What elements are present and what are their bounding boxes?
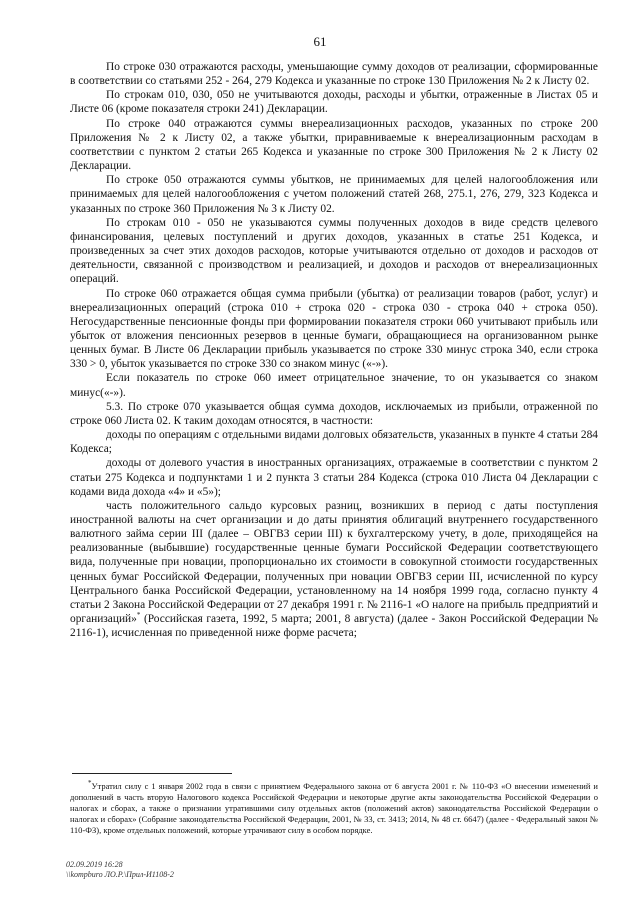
paragraph-text: часть положительного сальдо курсовых разниц, возникших в период с даты поступления иностранной валюты на счет организации и до даты принятия облигаций внутреннего государственного валютного займа серии III (далее – ОВГВЗ серии III) к бухгалтерскому учету, в доле, приходящейся на реализованные (выбывшие) государственные ценные бумаги Российской Федерации соответствующего вида, полученные при новации, пропорционально их стоимости в совокупной стоимости государственных ценных бумаг Российской Федерации, полученных при новации ОВГВЗ серии III, исчисленной по курсу Центрального банка Российской Федерации, установленному на 14 ноября 1999 года, согласно пункту 4 статьи 2 Закона Российской Федерации от 27 декабря 1991 г. № 2116-1 «О налоге на прибыль предприятий и организаций» xyxy=(70,499,598,626)
stamp-date: 02.09.2019 16:28 xyxy=(66,860,123,869)
footnote xyxy=(70,781,598,836)
paragraph: По строке 040 отражаются суммы внереализационных расходов, указанных по строке 200 Приложения № 2 к Листу 02, а также убытки, приравниваемые к внереализационным расходам в соответствии с пунктом 2 статьи 265 Кодекса и указанные по строке 300 Приложения № 2 к Листу 02 Декларации. xyxy=(70,117,598,173)
paragraph: 5.3. По строке 070 указывается общая сумма доходов, исключаемых из прибыли, отраженной по строке 060 Листа 02. К таким доходам относятся, в частности: xyxy=(70,400,598,427)
footnote-marker: * xyxy=(136,611,141,620)
paragraph: По строке 030 отражаются расходы, уменьшающие сумму доходов от реализации, сформированные в соответствии со статьями 252 - 264, 279 Кодекса и указанные по строке 130 Приложения № 2 к Листу 02. xyxy=(70,61,598,88)
paragraph: Если показатель по строке 060 имеет отрицательное значение, то он указывается со знаком минус(«-»). xyxy=(70,372,598,399)
paragraph: По строкам 010 - 050 не указываются суммы полученных доходов в виде средств целевого финансирования, целевых поступлений и других доходов, указанных в статье 251 Кодекса, и произведенных за счет этих доходов расходов, которые учитываются отдельно от доходов и расходов от деятельности, связанной с производством и реализацией, и доходов и расходов от внереализационных операций. xyxy=(70,216,598,286)
print-stamp xyxy=(66,860,174,880)
footnote-text: Утратил силу с 1 января 2002 года в связи с принятием Федерального закона от 6 августа 2001 г. № 110-ФЗ «О внесении изменений и дополнений в часть вторую Налогового кодекса Российской Федерации и некоторые другие акты законодательства Российской Федерации о налогах и сборах, а также о признании утратившими силу отдельных актов (положений актов) законодательства Российской Федерации о налогах и сборах» (Собрание законодательства Российской Федерации, 2001, № 33, ст. 3413; 2014, № 48 ст. 6647) (далее - Федеральный закон № 110-ФЗ), кроме отдельных положений, которые утрачивают силу в особом порядке. xyxy=(70,781,598,836)
paragraph-text: (Российская газета, 1992, 5 марта; 2001, 8 августа) (далее - Закон Российской Федерации № 2116-1), исчисленная по приведенной ниже форме расчета; xyxy=(70,613,598,640)
paragraph: По строке 060 отражается общая сумма прибыли (убытка) от реализации товаров (работ, услуг) и внереализационных операций (строка 010 + строка 020 - строка 030 - строка 040 + строка 050). Негосударственные пенсионные фонды при формировании показателя строки 060 учитывают прибыль или убыток от вложения пенсионных резервов в ценные бумаги, обращающиеся на организованном рынке ценных бумаг. В Листе 06 Декларации прибыль указывается по строке 330 минус строка 340, если строка 330 > 0, убыток указывается по строке 330 со знаком минус («-»). xyxy=(70,287,598,371)
stamp-path: \\kompburo ЛО.Р.\Прил-И1108-2 xyxy=(66,870,174,879)
paragraph: доходы от долевого участия в иностранных организациях, отражаемые в соответствии с пунктом 2 статьи 275 Кодекса и подпунктами 1 и 2 пункта 3 статьи 284 Кодекса (строка 010 Листа 04 Декларации с кодами вида дохода «4» и «5»); xyxy=(70,457,598,498)
footnote-divider xyxy=(72,773,232,774)
paragraph-with-footnote xyxy=(70,499,598,641)
paragraph: По строке 050 отражаются суммы убытков, не принимаемых для целей налогообложения или принимаемых для целей налогообложения с учетом положений статей 268, 275.1, 276, 279, 323 Кодекса и указанных по строке 360 Приложения № 3 к Листу 02. xyxy=(70,174,598,215)
page-number: 61 xyxy=(313,34,327,49)
paragraph: По строкам 010, 030, 050 не учитываются доходы, расходы и убытки, отраженные в Листах 05 и Листе 06 (кроме показателя строки 241) Декларации. xyxy=(70,89,598,116)
footnote-paragraph xyxy=(70,781,598,836)
footnote-marker: * xyxy=(88,779,92,788)
paragraph: доходы по операциям с отдельными видами долговых обязательств, указанных в пункте 4 статьи 284 Кодекса; xyxy=(70,429,598,456)
body-text xyxy=(70,60,598,640)
